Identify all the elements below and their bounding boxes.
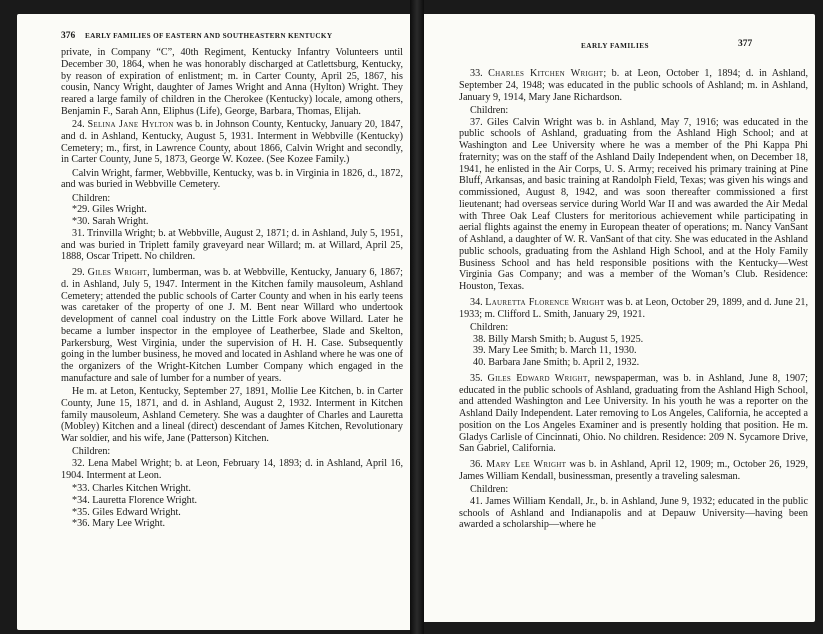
child-item: *35. Giles Edward Wright. [72,506,181,518]
child-paragraph: 32. Lena Mabel Wright; b. at Leon, February 14, 1893; d. in Ashland, April 16, 1904. Interment at Leon. [61,458,403,481]
paragraph: He m. at Leton, Kentucky, September 27, 1891, Mollie Lee Kitchen, b. in Carter County, June 15, 1871, and d. in Ashland, August 2, 1932. Interment in Kitchen family mausoleum, Ashland Cemetery. She was a daughter of Charles and Lauretta (Mobley) Kitchen and a lineal (direct) descendant of James Kitchen, Revolutionary War soldier, and his wife, Jane (Patterson) Kitchen. [61,386,403,444]
page-number: 377 [738,39,753,49]
entry-text: was b. in Ashland, April 12, 1909; m., October 26, 1929, James William Kendall, businessman, presently a traveling salesman. [459,459,809,482]
children-label: Children: [470,321,509,333]
paragraph: Calvin Wright, farmer, Webbville, Kentucky, was b. in Virginia in 1826, d., 1872, and was buried in Webbville Cemetery. [61,167,403,191]
entry-name: Lauretta Florence Wright [485,296,605,308]
page-number: 376 [61,31,76,41]
left-page [17,14,410,630]
paragraph: private, in Company “C”, 40th Regiment, Kentucky Infantry Volunteers until December 30, 1864, when he was honorably discharged at Catlettsburg, Kentucky, by reason of expiration of enlistment; m. in Carter County, April 25, 1867, his cousin, Nancy Wright, daughter of James Wright and Anna (Hylton) Wright. They reared a large family of children in the Cherokee (Kentucky) locale, among others, Benjamin F., Sarah Ann, Eliphus (Life), George, Barbara, Thomas, Elijah. [61,47,403,117]
entry-text: ; b. at Leon, October 1, 1894; d. in Ashland, September 24, 1948; was educated in the public schools of Ashland; m. in Ashland, January 9, 1914, Mary Jane Richardson. [459,68,808,103]
entry-number: 29. [72,267,85,278]
child-item: *36. Mary Lee Wright. [72,518,166,530]
children-label: Children: [470,484,509,495]
children-label: Children: [72,192,111,204]
entry-paragraph [61,267,403,385]
entry-number: 24. [72,119,85,130]
entry-number: 34. [470,296,483,308]
child-item: *29. Giles Wright. [72,204,147,216]
entry-name: Charles Kitchen Wright [488,68,604,79]
entry-paragraph [61,119,403,166]
entry-name: Giles Wright [87,267,148,278]
entry-text: was b. in Johnson County, Kentucky, January 20, 1847, and d. in Ashland, Kentucky, August 5, 1931. Interment in Webbville (Kentucky) Cemetery; m., first, in Lawrence County, about 1866, Calvin Wright and secondly, in Carter County, June 5, 1873, George W. Kozee. (See Kozee Family.) [61,119,403,166]
child-paragraph: 31. Trinvilla Wright; b. at Webbville, August 2, 1871; d. in Ashland, July 5, 1951, and was buried in Triplett family graveyard near Willard; m. at Willard, April 25, 1888, Oscar Tripett. No children. [61,227,403,263]
right-page [424,14,815,622]
child-item: *33. Charles Kitchen Wright. [72,483,191,494]
entry-name: Mary Lee Wright [486,459,567,470]
entry-paragraph [459,68,808,103]
entry-paragraph [459,297,808,321]
page-body [61,47,403,530]
children-label: Children: [72,446,111,458]
entry-paragraph [459,373,808,455]
entry-number: 35. [470,372,483,384]
book-gutter [410,0,424,634]
child-item: 40. Barbara Jane Smith; b. April 2, 1932. [473,357,640,368]
running-head: EARLY FAMILIES OF EASTERN AND SOUTHEASTERN KENTUCKY [85,32,333,40]
entry-text: , lumberman, was b. at Webbville, Kentucky, January 6, 1867; d. in Ashland, July 5, 1947. Interment in the Kitchen family mausoleum, Ashland Cemetery; attended the public schools of Carter County and when in his early teens was caretaker of the property of one J. M. Bent near Willard who undertook development of cannel coal industry on the Little Fork above Willard. Later he became a lumber inspector in the employee of Leatherbee, Slade and Skelton, Parkersburg, West Virginia, under the supervision of H. H. Case. Subsequently going in the lumber business, he moved and located in Ashland where he was one of the organizers of the Wright-Kitchen Lumber Company which engaged in the manufacture and sale of lumber for a number of years. [61,267,403,384]
children-label: Children: [470,104,509,116]
entry-paragraph [459,459,808,483]
entry-number: 36. [470,459,483,470]
child-item: 39. Mary Lee Smith; b. March 11, 1930. [473,345,637,357]
entry-text: , newspaperman, was b. in Ashland, June 8, 1907; educated in the public schools of Ashland, graduating from the Ashland High School, and attended Washington and Lee University. In his youth he was a reporter on the Ashland Daily Independent. Later removing to Los Angeles, California, he accepted a position on the Los Angeles Examiner and is presently holding that position. He m. Gladys Carlisle of Cincinnati, Ohio. No children. Residence: 209 N. Sycamore Drive, San Gabriel, California. [459,372,808,455]
child-item: *34. Lauretta Florence Wright. [72,494,198,506]
running-head: EARLY FAMILIES [581,42,650,50]
child-paragraph: 37. Giles Calvin Wright was b. in Ashland, May 7, 1916; was educated in the public schools of Ashland, graduating from the Ashland High School; and at Washington and Lee University where he was a member of the Phi Kappa Phi fraternity; was on the staff of the Ashland Daily Independent when, on December 18, 1941, he enlisted in the Air Corps, U. S. Army; received his primary training at Pine Bluff, Arkansas, and basic training at Randolph Field, Texas; was given his wings and commissioned, August 8, 1942, and was soon thereafter commissioned a first lieutenant; had overseas service during World War II and was awarded the Air Medal with Three Oak Leaf Clusters for meritorious achievement while participating in aerial flights against the enemy in European theater of operations; m. Nancy VanSant of Ashland, a daughter of W. R. VanSant of that city. She was educated in the Ashland public schools, graduating from the Ashland High School, and at the Holy Family Business School and has held responsible positions with the Kentucky—West Virginia Gas Company; and was a member of the Woman’s Club. Residence: Houston, Texas. [459,116,808,292]
page-body [459,68,808,533]
entry-name: Selina Jane Hylton [87,119,174,130]
child-item: 38. Billy Marsh Smith; b. August 5, 1925. [473,333,644,345]
child-paragraph: 41. James William Kendall, Jr., b. in Ashland, June 9, 1932; educated in the public schools of Ashland and Indianapolis and at Depauw University—having been awarded a scholarship—where he [459,495,808,531]
child-item: *30. Sarah Wright. [72,216,149,227]
entry-number: 33. [470,68,483,79]
entry-text: was b. at Leon, October 29, 1899, and d. June 21, 1933; m. Clifford L. Smith, January 29, 1921. [459,296,809,320]
entry-name: Giles Edward Wright [487,372,588,384]
